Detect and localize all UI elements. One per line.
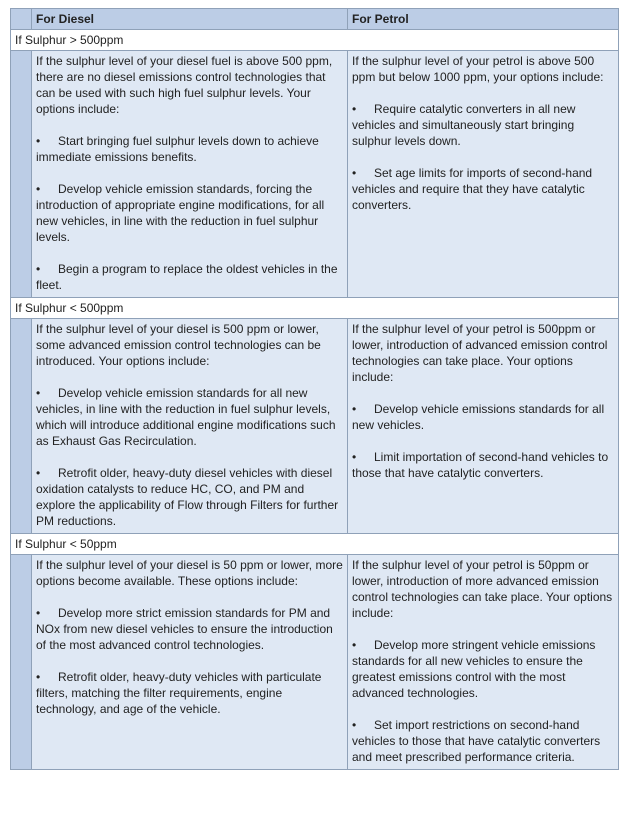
row-spacer [11, 51, 32, 298]
diesel-bullet [36, 605, 343, 653]
bullet-icon: • [36, 134, 41, 148]
bullet-text: Set import restrictions on second-hand vehicles to those that have catalytic converters and meet prescribed performance criteria. [352, 718, 601, 764]
bullet-text: Develop vehicle emission standards, forcing the introduction of appropriate engine modifications, for all new vehicles, in line with the reduction in fuel sulphur levels. [36, 182, 325, 244]
bullet-text: Require catalytic converters in all new vehicles and simultaneously start bringing sulphur levels down. [352, 102, 576, 148]
section-label: If Sulphur < 500ppm [11, 298, 619, 319]
bullet-text: Limit importation of second-hand vehicles to those that have catalytic converters. [352, 450, 609, 480]
diesel-cell [32, 319, 348, 534]
diesel-cell [32, 51, 348, 298]
diesel-intro: If the sulphur level of your diesel fuel is above 500 ppm, there are no diesel emissions control technologies that can be used with such high fuel sulphur levels. Your options include: [36, 54, 333, 116]
petrol-cell [348, 51, 619, 298]
section-label-row [11, 298, 619, 319]
bullet-text: Develop more stringent vehicle emissions standards for all new vehicles to ensure the greatest emissions control with the most advanced technologies. [352, 638, 596, 700]
header-blank-cell [11, 9, 32, 30]
header-row [11, 9, 619, 30]
section-label: If Sulphur < 50ppm [11, 534, 619, 555]
bullet-icon: • [352, 102, 357, 116]
section-content-row [11, 555, 619, 770]
bullet-icon: • [36, 182, 41, 196]
bullet-icon: • [352, 402, 357, 416]
petrol-bullet [352, 165, 614, 213]
diesel-intro: If the sulphur level of your diesel is 500 ppm or lower, some advanced emission control technologies can be introduced. Your options include: [36, 322, 321, 368]
bullet-icon: • [36, 670, 41, 684]
diesel-bullet [36, 261, 343, 293]
bullet-icon: • [352, 450, 357, 464]
diesel-bullet [36, 181, 343, 245]
bullet-icon: • [36, 386, 41, 400]
diesel-bullet [36, 669, 343, 717]
bullet-icon: • [36, 466, 41, 480]
bullet-text: Develop more strict emission standards for PM and NOx from new diesel vehicles to ensure the introduction of the most advanced control technologies. [36, 606, 333, 652]
bullet-text: Begin a program to replace the oldest vehicles in the fleet. [36, 262, 338, 292]
bullet-icon: • [36, 606, 41, 620]
petrol-bullet [352, 101, 614, 149]
bullet-text: Develop vehicle emission standards for all new vehicles, in line with the reduction in fuel sulphur levels, which will introduce additional engine modifications such as Exhaust Gas Recirculation. [36, 386, 336, 448]
diesel-intro: If the sulphur level of your diesel is 50 ppm or lower, more options become available. These options include: [36, 558, 343, 588]
bullet-icon: • [352, 638, 357, 652]
diesel-bullet [36, 465, 343, 529]
diesel-bullet [36, 385, 343, 449]
bullet-text: Set age limits for imports of second-hand vehicles and require that they have catalytic converters. [352, 166, 593, 212]
petrol-cell [348, 319, 619, 534]
sulphur-options-table [10, 8, 619, 770]
row-spacer [11, 555, 32, 770]
bullet-icon: • [36, 262, 41, 276]
section-label-row [11, 30, 619, 51]
petrol-bullet [352, 717, 614, 765]
section-content-row [11, 51, 619, 298]
diesel-cell [32, 555, 348, 770]
petrol-bullet [352, 637, 614, 701]
petrol-intro: If the sulphur level of your petrol is 500ppm or lower, introduction of advanced emission control technologies can take place. Your options include: [352, 322, 608, 384]
petrol-intro: If the sulphur level of your petrol is 50ppm or lower, introduction of more advanced emission control technologies can take place. Your options include: [352, 558, 613, 620]
petrol-bullet [352, 449, 614, 481]
row-spacer [11, 319, 32, 534]
bullet-text: Start bringing fuel sulphur levels down to achieve immediate emissions benefits. [36, 134, 319, 164]
section-content-row [11, 319, 619, 534]
petrol-intro: If the sulphur level of your petrol is above 500 ppm but below 1000 ppm, your options include: [352, 54, 604, 84]
petrol-bullet [352, 401, 614, 433]
petrol-cell [348, 555, 619, 770]
diesel-bullet [36, 133, 343, 165]
bullet-text: Develop vehicle emissions standards for all new vehicles. [352, 402, 605, 432]
bullet-text: Retrofit older, heavy-duty diesel vehicles with diesel oxidation catalysts to reduce HC, CO, and PM and explore the applicability of Flow through Filters for further PM reductions. [36, 466, 339, 528]
bullet-icon: • [352, 718, 357, 732]
header-petrol: For Petrol [348, 9, 619, 30]
bullet-text: Retrofit older, heavy-duty vehicles with particulate filters, matching the filter requirements, engine technology, and age of the vehicle. [36, 670, 322, 716]
bullet-icon: • [352, 166, 357, 180]
section-label-row [11, 534, 619, 555]
header-diesel: For Diesel [32, 9, 348, 30]
section-label: If Sulphur > 500ppm [11, 30, 619, 51]
